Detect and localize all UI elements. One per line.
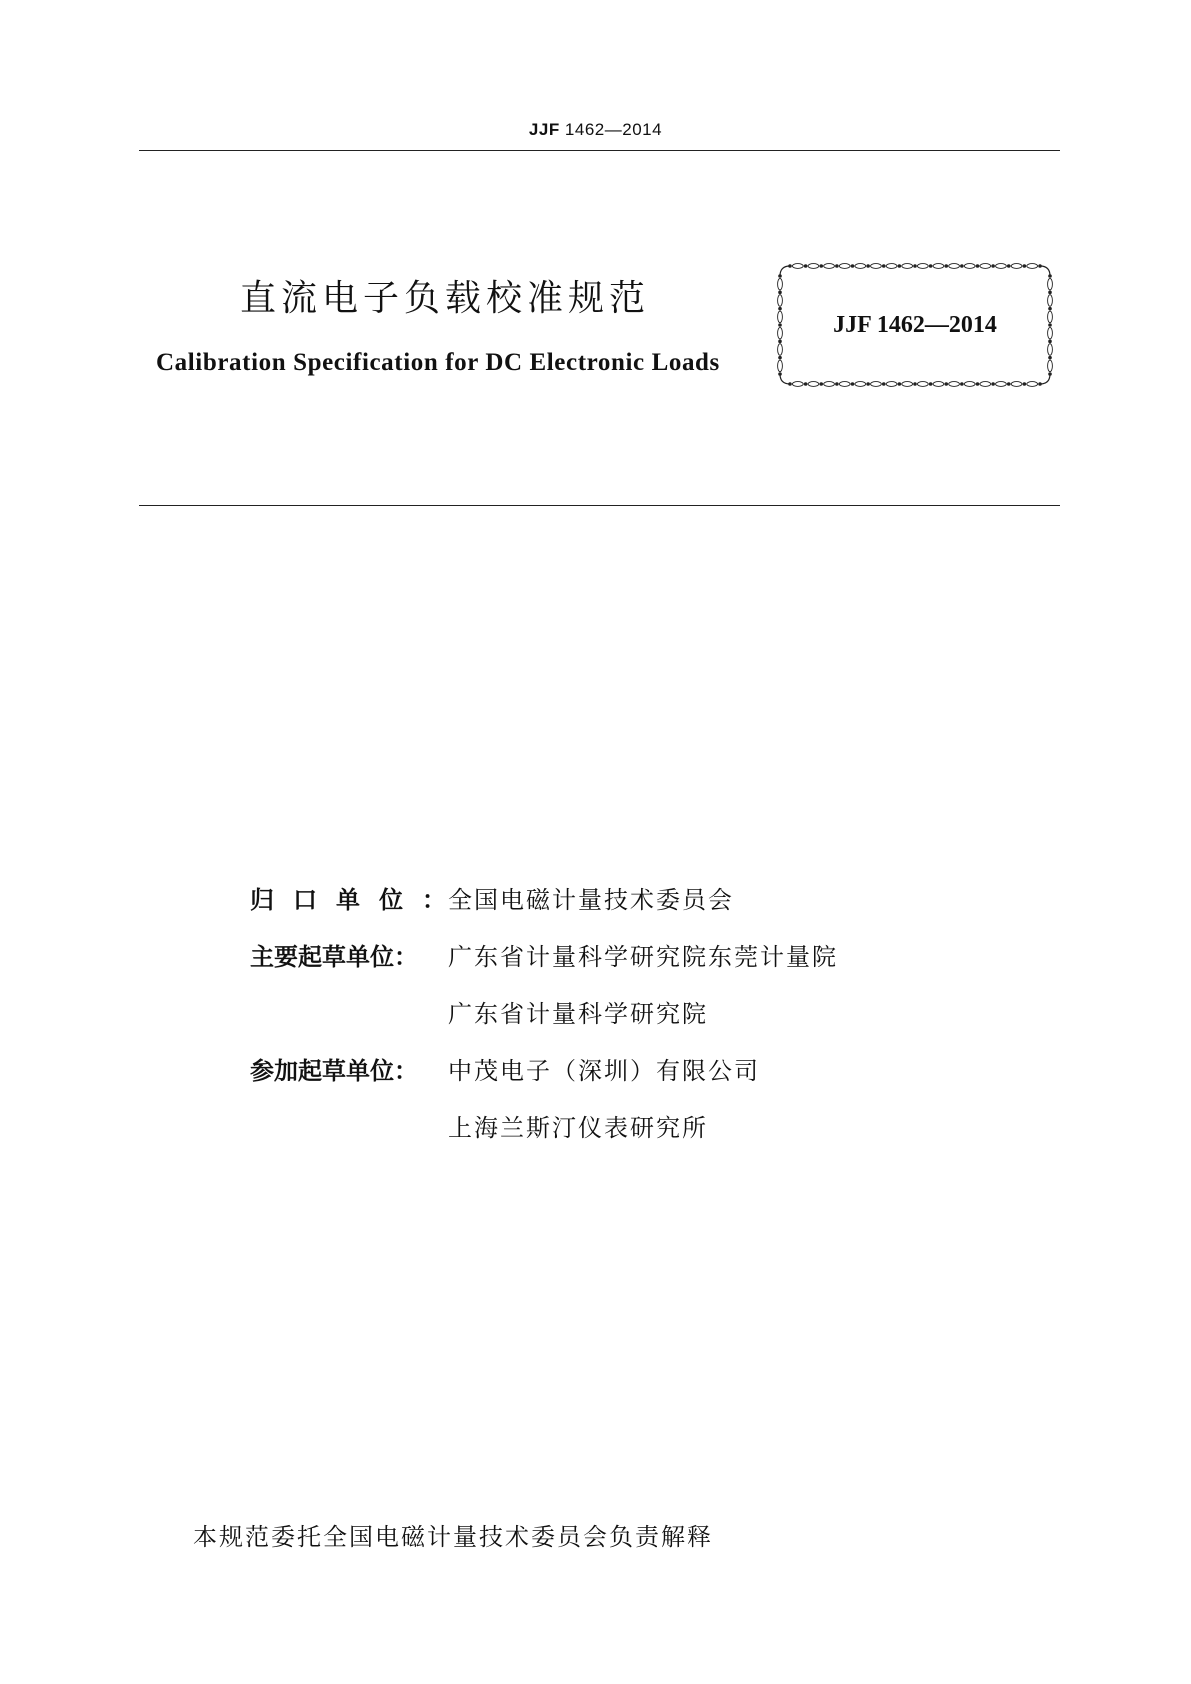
code-box: [776, 262, 1054, 388]
top-divider: [139, 150, 1060, 151]
org-label-main-drafters: 主要起草单位：: [250, 943, 418, 971]
org-label-participating-drafters: 参加起草单位：: [250, 1057, 418, 1085]
header-code-number: 1462—2014: [559, 120, 663, 139]
header-document-code: [0, 120, 1191, 140]
org-value-main-drafter-1: 广东省计量科学研究院东莞计量院: [448, 943, 838, 971]
org-label-responsible: 归口单位：: [250, 886, 446, 914]
code-box-text: JJF 1462—2014: [833, 312, 997, 338]
title-chinese: 直流电子负载校准规范: [240, 278, 651, 319]
title-english: Calibration Specification for DC Electronic Loads: [156, 349, 720, 376]
interpretation-note: 本规范委托全国电磁计量技术委员会负责解释: [193, 1523, 713, 1551]
header-code-prefix: JJF: [528, 120, 560, 139]
bottom-divider: [139, 505, 1060, 506]
org-value-participating-drafter-2: 上海兰斯汀仪表研究所: [448, 1114, 708, 1142]
org-value-responsible: 全国电磁计量技术委员会: [448, 886, 734, 914]
org-value-main-drafter-2: 广东省计量科学研究院: [448, 1000, 708, 1028]
org-value-participating-drafter-1: 中茂电子（深圳）有限公司: [448, 1057, 760, 1085]
